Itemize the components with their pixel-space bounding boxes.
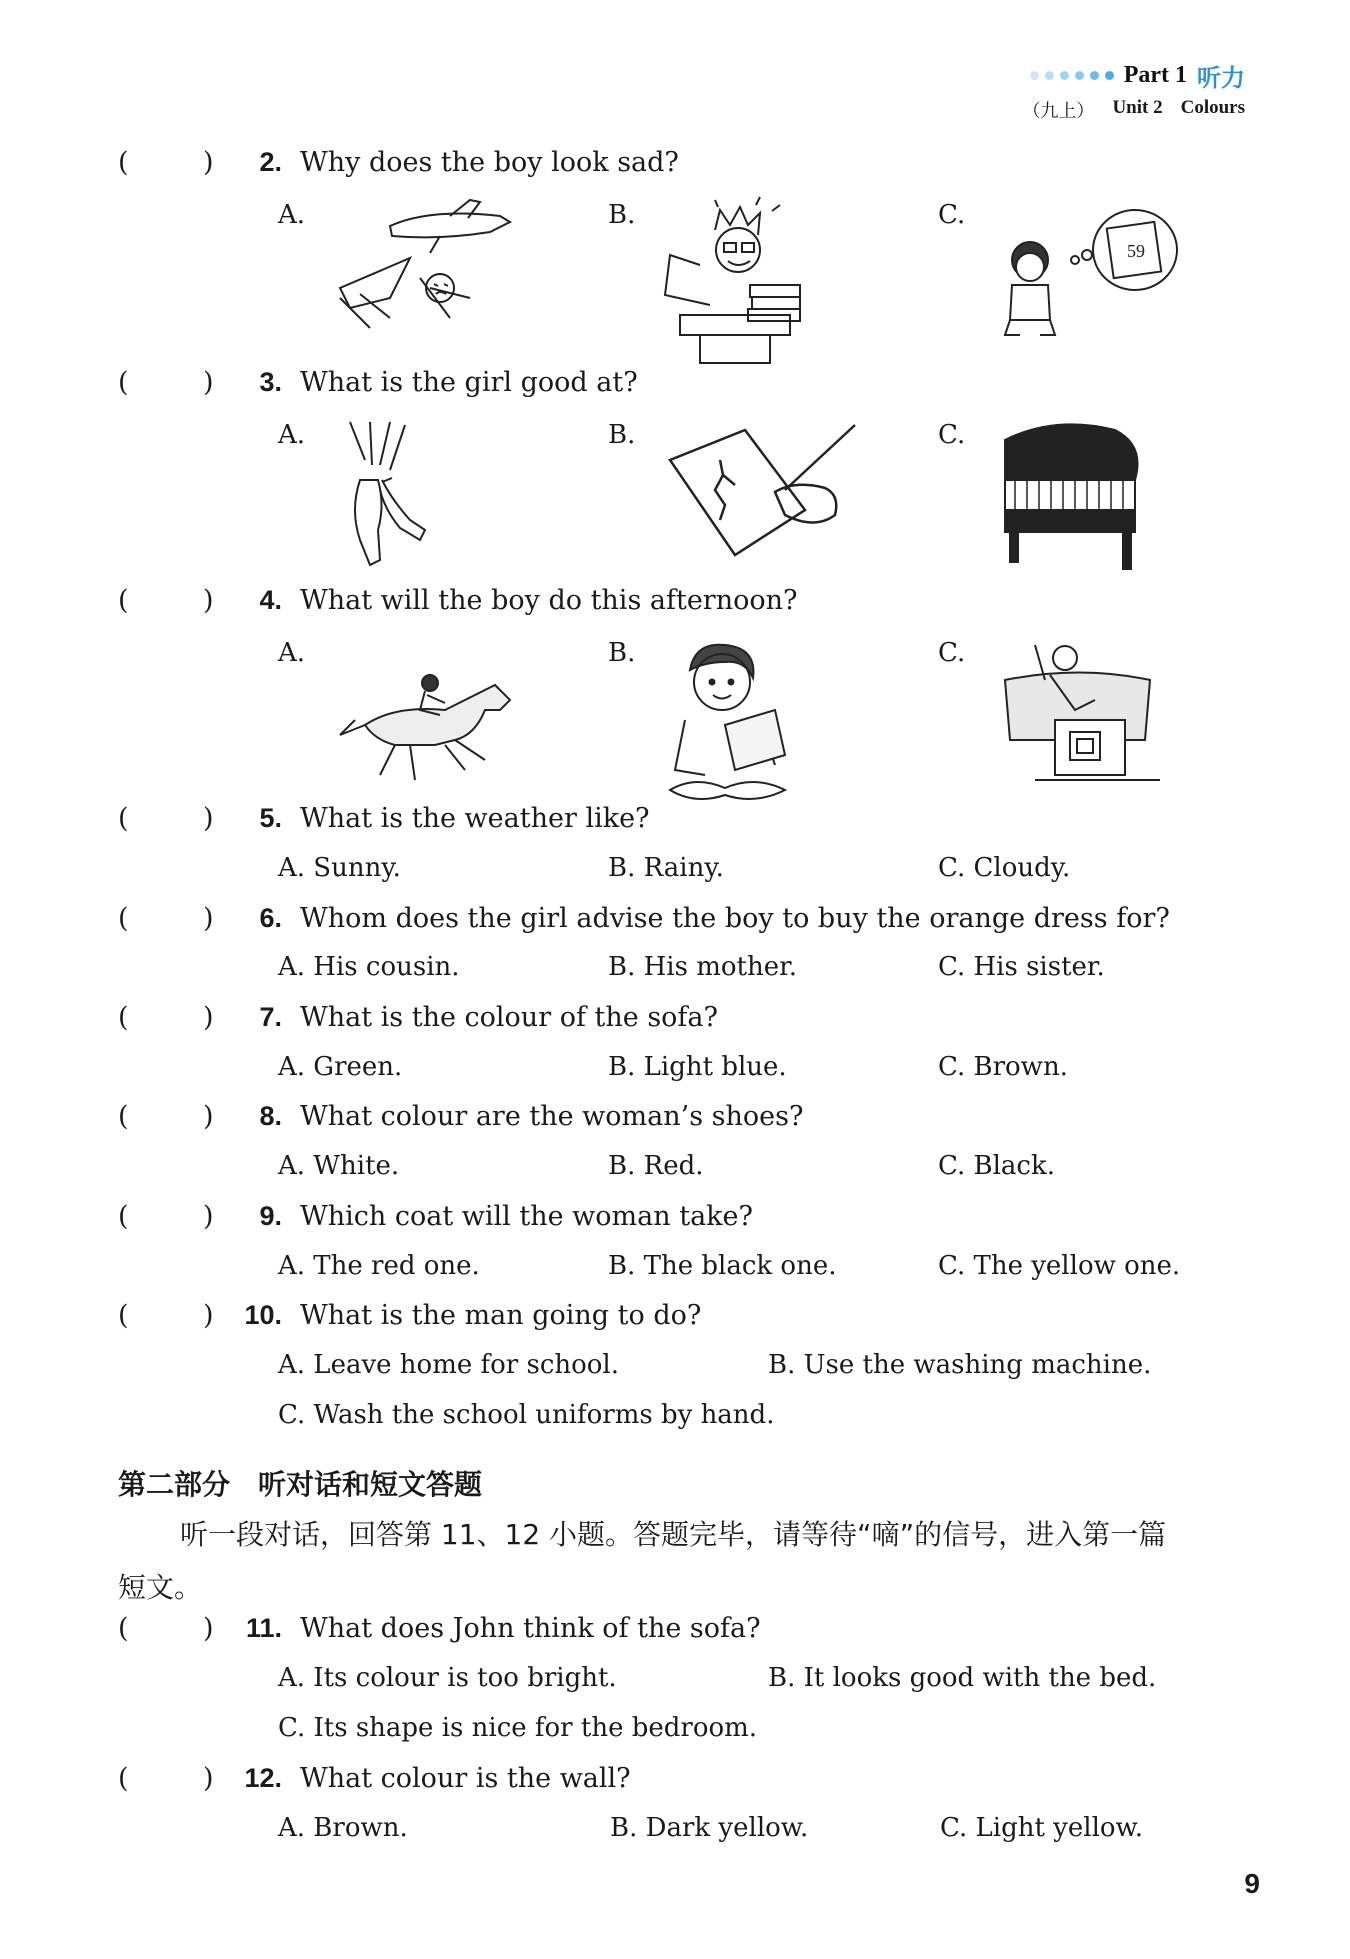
header-unit: Unit 2 — [1112, 97, 1163, 118]
option-c: C. Light yellow. — [940, 1813, 1143, 1843]
option-a: A. The red one. — [278, 1251, 480, 1281]
option-a: A. Sunny. — [278, 853, 401, 883]
question-text: What is the girl good at? — [300, 367, 638, 398]
answer-paren-close: ) — [203, 803, 214, 834]
person-watching-tv — [995, 640, 1165, 790]
option-a: A. — [278, 638, 306, 668]
question-number: 9. — [259, 1201, 282, 1231]
question-7 — [118, 1002, 718, 1033]
option-a: A. His cousin. — [278, 952, 460, 982]
answer-paren-close: ) — [203, 1300, 214, 1331]
question-text: What is the man going to do? — [300, 1300, 702, 1331]
option-a: A. Its colour is too bright. — [278, 1663, 617, 1693]
question-8 — [118, 1101, 803, 1132]
answer-paren-open: ( — [118, 803, 129, 834]
option-c: C. Brown. — [938, 1052, 1068, 1082]
answer-paren-open: ( — [118, 1613, 129, 1644]
section-instruction-line2: 短文。 — [118, 1571, 203, 1604]
option-b: B. Red. — [608, 1151, 704, 1181]
answer-paren-close: ) — [203, 903, 214, 934]
question-6 — [118, 903, 1170, 934]
option-c: C. — [938, 638, 966, 668]
option-c: C. — [938, 420, 966, 450]
answer-paren-close: ) — [203, 147, 214, 178]
question-number: 11. — [245, 1613, 282, 1643]
question-text: Why does the boy look sad? — [300, 147, 679, 178]
question-2 — [118, 147, 679, 178]
option-b: B. — [608, 420, 636, 450]
question-number: 4. — [259, 585, 282, 615]
answer-paren-close: ) — [203, 1101, 214, 1132]
option-b: B. Light blue. — [608, 1052, 787, 1082]
option-b: B. Dark yellow. — [610, 1813, 809, 1843]
question-number: 5. — [259, 803, 282, 833]
answer-paren-close: ) — [203, 367, 214, 398]
question-number: 6. — [259, 903, 282, 933]
page-number: 9 — [1244, 1868, 1260, 1899]
question-number: 2. — [259, 147, 282, 177]
option-b: B. His mother. — [608, 952, 797, 982]
answer-paren-open: ( — [118, 1763, 129, 1794]
option-a: A. — [278, 200, 306, 230]
header-dots-decoration — [1030, 71, 1114, 80]
question-12 — [118, 1763, 631, 1794]
question-5 — [118, 803, 650, 834]
option-c: C. Its shape is nice for the bedroom. — [278, 1713, 758, 1743]
option-b: B. It looks good with the bed. — [768, 1663, 1157, 1693]
answer-paren-open: ( — [118, 1300, 129, 1331]
header-grade: （九上） — [1022, 101, 1095, 122]
section-title: 第二部分 听对话和短文答题 — [118, 1468, 483, 1501]
option-b: B. Rainy. — [608, 853, 724, 883]
option-b: B. Use the washing machine. — [768, 1350, 1152, 1380]
question-text: Which coat will the woman take? — [300, 1201, 753, 1232]
header-topic: Colours — [1180, 97, 1245, 118]
question-text: What colour is the wall? — [300, 1763, 631, 1794]
stressed-student-with-books — [660, 195, 810, 365]
option-a: A. White. — [278, 1151, 400, 1181]
answer-paren-close: ) — [203, 1763, 214, 1794]
answer-paren-close: ) — [203, 585, 214, 616]
ballet-shoes — [330, 420, 440, 570]
answer-paren-close: ) — [203, 1201, 214, 1232]
question-text: What will the boy do this afternoon? — [300, 585, 798, 616]
page-header — [1022, 58, 1245, 123]
piano — [995, 420, 1145, 570]
answer-paren-open: ( — [118, 1201, 129, 1232]
option-b: B. The black one. — [608, 1251, 837, 1281]
question-number: 7. — [259, 1002, 282, 1032]
option-a: A. — [278, 420, 306, 450]
option-c: C. — [938, 200, 966, 230]
option-c: C. Wash the school uniforms by hand. — [278, 1400, 775, 1430]
option-b: B. — [608, 638, 636, 668]
question-number: 8. — [259, 1101, 282, 1131]
question-4 — [118, 585, 797, 616]
question-number: 10. — [244, 1300, 282, 1330]
question-3 — [118, 367, 638, 398]
question-text: What is the weather like? — [300, 803, 650, 834]
question-number: 12. — [244, 1763, 282, 1793]
option-a: A. Brown. — [278, 1813, 408, 1843]
boy-reading-book — [665, 640, 795, 805]
test-score-text: 59 — [1127, 241, 1145, 261]
question-11 — [118, 1613, 761, 1644]
header-part: Part 1 — [1123, 62, 1187, 88]
header-listening: 听力 — [1197, 64, 1245, 92]
question-9 — [118, 1201, 753, 1232]
option-c: C. Black. — [938, 1151, 1055, 1181]
question-10 — [118, 1300, 701, 1331]
answer-paren-open: ( — [118, 1002, 129, 1033]
option-c: C. Cloudy. — [938, 853, 1071, 883]
hand-drawing-picture — [665, 420, 865, 560]
question-text: What colour are the woman’s shoes? — [300, 1101, 804, 1132]
answer-paren-open: ( — [118, 1101, 129, 1132]
section-instruction-line1: 听一段对话，回答第 11、12 小题。答题完毕，请等待“嘀”的信号，进入第一篇 — [180, 1518, 1167, 1551]
option-b: B. — [608, 200, 636, 230]
answer-paren-open: ( — [118, 585, 129, 616]
question-text: Whom does the girl advise the boy to buy the orange dress for? — [300, 903, 1170, 934]
option-a: A. Leave home for school. — [278, 1350, 620, 1380]
question-text: What is the colour of the sofa? — [300, 1002, 718, 1033]
answer-paren-open: ( — [118, 147, 129, 178]
boy-thinking-of-test-score — [990, 205, 1180, 340]
answer-paren-open: ( — [118, 367, 129, 398]
option-c: C. The yellow one. — [938, 1251, 1181, 1281]
option-a: A. Green. — [278, 1052, 403, 1082]
answer-paren-close: ) — [203, 1002, 214, 1033]
question-number: 3. — [259, 367, 282, 397]
plane-crash-drawing — [330, 198, 520, 338]
horse-racing — [335, 665, 520, 790]
option-c: C. His sister. — [938, 952, 1105, 982]
answer-paren-open: ( — [118, 903, 129, 934]
question-text: What does John think of the sofa? — [300, 1613, 761, 1644]
answer-paren-close: ) — [203, 1613, 214, 1644]
